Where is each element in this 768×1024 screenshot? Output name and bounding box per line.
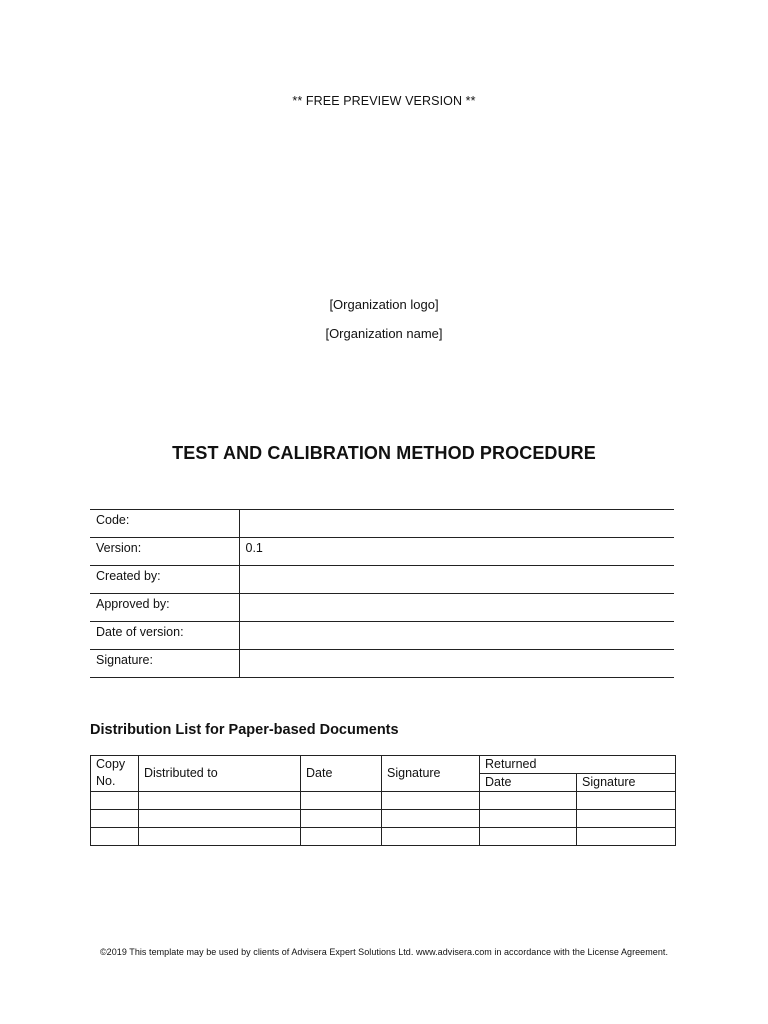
distribution-heading: Distribution List for Paper-based Documents	[90, 722, 399, 738]
cell-returned-signature	[577, 810, 676, 828]
control-label: Signature:	[90, 650, 239, 678]
footer-license-note: ©2019 This template may be used by clients of Advisera Expert Solutions Ltd. www.advisera.com in accordance with the License Agreement.	[99, 947, 668, 957]
cell-date	[301, 792, 382, 810]
cell-returned-date	[480, 810, 577, 828]
control-row-approved-by	[90, 594, 674, 622]
organization-name-placeholder: [Organization name]	[325, 326, 443, 341]
control-value	[239, 650, 674, 678]
cell-returned-date	[480, 828, 577, 846]
control-row-code	[90, 510, 674, 538]
control-label: Approved by:	[90, 594, 239, 622]
cell-returned-date	[480, 792, 577, 810]
control-value	[239, 510, 674, 538]
document-title: TEST AND CALIBRATION METHOD PROCEDURE	[172, 443, 596, 463]
control-value	[239, 622, 674, 650]
cell-distributed-to	[139, 792, 301, 810]
control-row-version	[90, 538, 674, 566]
control-label: Date of version:	[90, 622, 239, 650]
header-distributed-to: Distributed to	[139, 756, 301, 792]
cell-distributed-to	[139, 810, 301, 828]
header-date: Date	[301, 756, 382, 792]
cell-returned-signature	[577, 828, 676, 846]
cell-copy-no	[91, 792, 139, 810]
control-label: Code:	[90, 510, 239, 538]
header-signature: Signature	[382, 756, 480, 792]
cell-returned-signature	[577, 792, 676, 810]
cell-signature	[382, 828, 480, 846]
table-row	[91, 828, 676, 846]
table-row	[91, 810, 676, 828]
control-value	[239, 594, 674, 622]
cell-date	[301, 828, 382, 846]
control-label: Version:	[90, 538, 239, 566]
control-value: 0.1	[239, 538, 674, 566]
control-label: Created by:	[90, 566, 239, 594]
header-returned-signature: Signature	[577, 774, 676, 792]
document-control-table	[90, 509, 674, 678]
header-returned-date: Date	[480, 774, 577, 792]
cell-signature	[382, 792, 480, 810]
table-row	[91, 792, 676, 810]
preview-banner: ** FREE PREVIEW VERSION **	[292, 94, 476, 108]
distribution-header-row	[91, 756, 676, 774]
control-row-signature	[90, 650, 674, 678]
control-value	[239, 566, 674, 594]
cell-date	[301, 810, 382, 828]
header-returned: Returned	[480, 756, 676, 774]
cell-copy-no	[91, 810, 139, 828]
header-copy-no: Copy No.	[91, 756, 139, 792]
cell-signature	[382, 810, 480, 828]
control-row-created-by	[90, 566, 674, 594]
control-row-date-of-version	[90, 622, 674, 650]
distribution-table	[90, 755, 676, 846]
organization-logo-placeholder: [Organization logo]	[329, 297, 439, 312]
cell-copy-no	[91, 828, 139, 846]
cell-distributed-to	[139, 828, 301, 846]
